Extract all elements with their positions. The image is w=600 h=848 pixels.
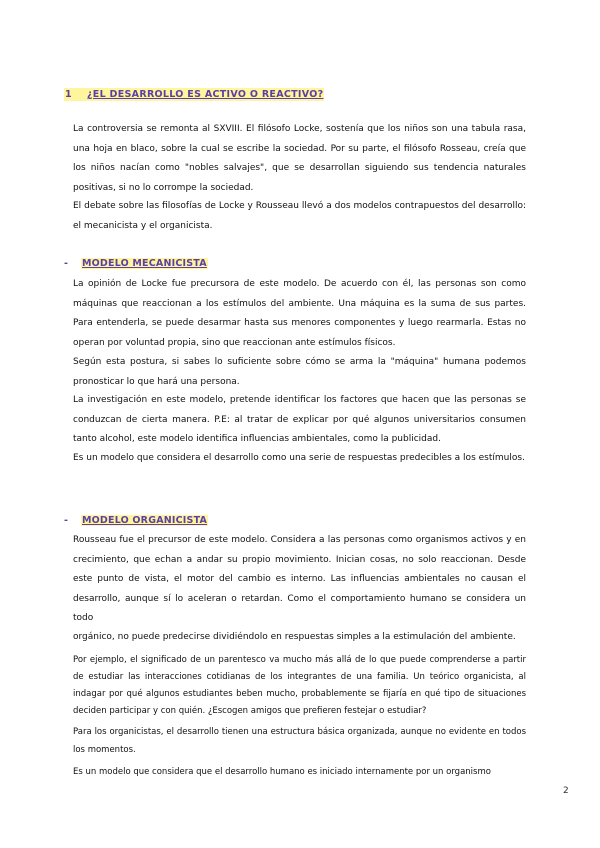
organicista-title: MODELO ORGANICISTA: [82, 515, 208, 526]
organicista-paragraph-5: Es un modelo que considera que el desarrollo humano es iniciado internamente por un organismo: [73, 767, 491, 777]
mecanicista-heading: [64, 257, 208, 270]
bullet-dash: -: [64, 515, 69, 526]
mecanicista-paragraph-3: La investigación en este modelo, pretende identificar los factores que hacen que las personas se conduzcan de cierta manera. P.E: al tratar de explicar por qué algunos universitarios consumen tanto alcohol, este modelo identifica influencias ambientales, como la publicidad.: [73, 395, 526, 444]
bullet-dash: -: [64, 258, 69, 269]
page-number: 2: [563, 786, 569, 796]
organicista-heading: [64, 514, 208, 527]
mecanicista-title: MODELO MECANICISTA: [82, 258, 207, 269]
organicista-paragraph-3: Por ejemplo, el significado de un parentesco va mucho más allá de lo que puede comprenderse a partir de estudiar las interacciones cotidianas de los integrantes de una familia. Un teórico organicista, al indagar por qué algunos estudiantes beben mucho, probablemente se fijaría en qué tipo de situaciones deciden participar y con quién. ¿Escogen amigos que prefieren festejar o estudiar?: [73, 655, 526, 716]
section-heading: [64, 88, 324, 101]
mecanicista-paragraph-2: Según esta postura, si sabes lo suficiente sobre cómo se arma la "máquina" humana podemos pronosticar lo que hará una persona.: [73, 357, 526, 387]
mecanicista-paragraph-1: La opinión de Locke fue precursora de este modelo. De acuerdo con él, las personas son como máquinas que reaccionan a los estímulos del ambiente. Una máquina es la suma de sus partes. Para entenderla, se puede desarmar hasta sus menores componentes y luego rearmarla. Estas no operan por voluntad propia, sino que reaccionan ante estímulos físicos.: [73, 279, 526, 348]
organicista-paragraph-2: orgánico, no puede predecirse dividiéndolo en respuestas simples a la estimulación del ambiente.: [73, 632, 516, 642]
section-number: 1: [65, 89, 72, 100]
mecanicista-paragraph-4: Es un modelo que considera el desarrollo como una serie de respuestas predecibles a los estímulos.: [73, 453, 525, 463]
intro-paragraph-1: La controversia se remonta al SXVIII. El filósofo Locke, sostenía que los niños son una tabula rasa, una hoja en blaco, sobre la cual se escribe la sociedad. Por su parte, el filósofo Rosseau, creía que los niños nacían como "nobles salvajes", que se desarrollan siguiendo sus tendencia naturales positivas, si no lo corrompe la sociedad.: [73, 124, 526, 193]
organicista-paragraph-1: Rousseau fue el precursor de este modelo. Considera a las personas como organismos activos y en crecimiento, que echan a andar su propio movimiento. Inician cosas, no solo reaccionan. Desde este punto de vista, el motor del cambio es interno. Las influencias ambientales no causan el desarrollo, aunque sí lo aceleran o retardan. Como el comportamiento humano se considera un todo: [73, 535, 526, 623]
organicista-paragraph-4: Para los organicistas, el desarrollo tienen una estructura básica organizada, aunque no evidente en todos los momentos.: [73, 727, 526, 755]
intro-paragraph-2: El debate sobre las filosofías de Locke y Rousseau llevó a dos modelos contrapuestos del desarrollo: el mecanicista y el organicista.: [73, 201, 526, 231]
section-title: ¿EL DESARROLLO ES ACTIVO O REACTIVO?: [87, 89, 324, 100]
